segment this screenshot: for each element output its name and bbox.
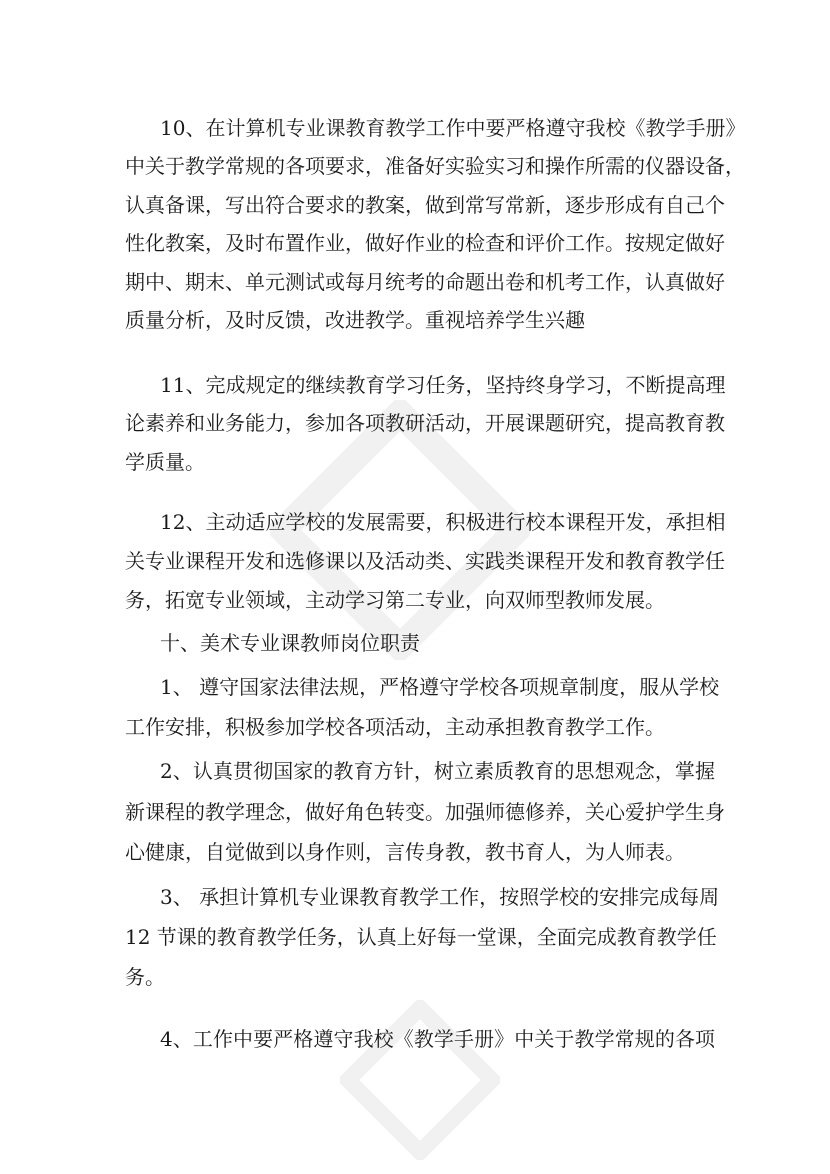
paragraph-10-line: 中关于教学常规的各项要求，准备好实验实习和操作所需的仪器设备， bbox=[125, 154, 745, 178]
paragraph-11-line: 学质量。 bbox=[125, 450, 205, 474]
paragraph-12-line: 12、主动适应学校的发展需要，积极进行校本课程开发，承担相 bbox=[160, 510, 726, 534]
item-2-line: 2、认真贯彻国家的教育方针，树立素质教育的思想观念，掌握 bbox=[160, 759, 715, 783]
paragraph-12-line: 务，拓宽专业领域，主动学习第二专业，向双师型教师发展。 bbox=[125, 588, 665, 612]
paragraph-12-line: 关专业课程开发和选修课以及活动类、实践类课程开发和教育教学任 bbox=[125, 549, 725, 573]
section-heading: 十、美术专业课教师岗位职责 bbox=[160, 631, 420, 655]
paragraph-10-line: 10、在计算机专业课教育教学工作中要严格遵守我校《教学手册》 bbox=[160, 116, 746, 140]
paragraph-10-line: 期中、期末、单元测试或每月统考的命题出卷和机考工作，认真做好 bbox=[125, 270, 725, 294]
item-1-line: 工作安排，积极参加学校各项活动，主动承担教育教学工作。 bbox=[125, 715, 665, 739]
paragraph-10-line: 性化教案，及时布置作业，做好作业的检查和评价工作。按规定做好 bbox=[125, 231, 725, 255]
item-3-line: 3、 承担计算机专业课教育教学工作，按照学校的安排完成每周 bbox=[160, 885, 720, 909]
item-2-line: 心健康，自觉做到以身作则，言传身教，教书育人，为人师表。 bbox=[125, 840, 685, 864]
paragraph-10-line: 认真备课，写出符合要求的教案，做到常写常新，逐步形成有自己个 bbox=[125, 193, 725, 217]
watermark-logo-bottom bbox=[340, 1000, 500, 1160]
item-4-line: 4、工作中要严格遵守我校《教学手册》中关于教学常规的各项 bbox=[160, 1027, 715, 1051]
item-1-line: 1、 遵守国家法律法规，严格遵守学校各项规章制度，服从学校 bbox=[160, 675, 720, 699]
item-3-line: 务。 bbox=[125, 965, 165, 989]
item-2-line: 新课程的教学理念，做好角色转变。加强师德修养，关心爱护学生身 bbox=[125, 800, 725, 824]
paragraph-11-line: 11、完成规定的继续教育学习任务，坚持终身学习，不断提高理 bbox=[160, 373, 726, 397]
paragraph-10-line: 质量分析，及时反馈，改进教学。重视培养学生兴趣 bbox=[125, 308, 585, 332]
item-3-line: 12 节课的教育教学任务，认真上好每一堂课，全面完成教育教学任 bbox=[125, 925, 717, 949]
paragraph-11-line: 论素养和业务能力，参加各项教研活动，开展课题研究，提高教育教 bbox=[125, 411, 725, 435]
